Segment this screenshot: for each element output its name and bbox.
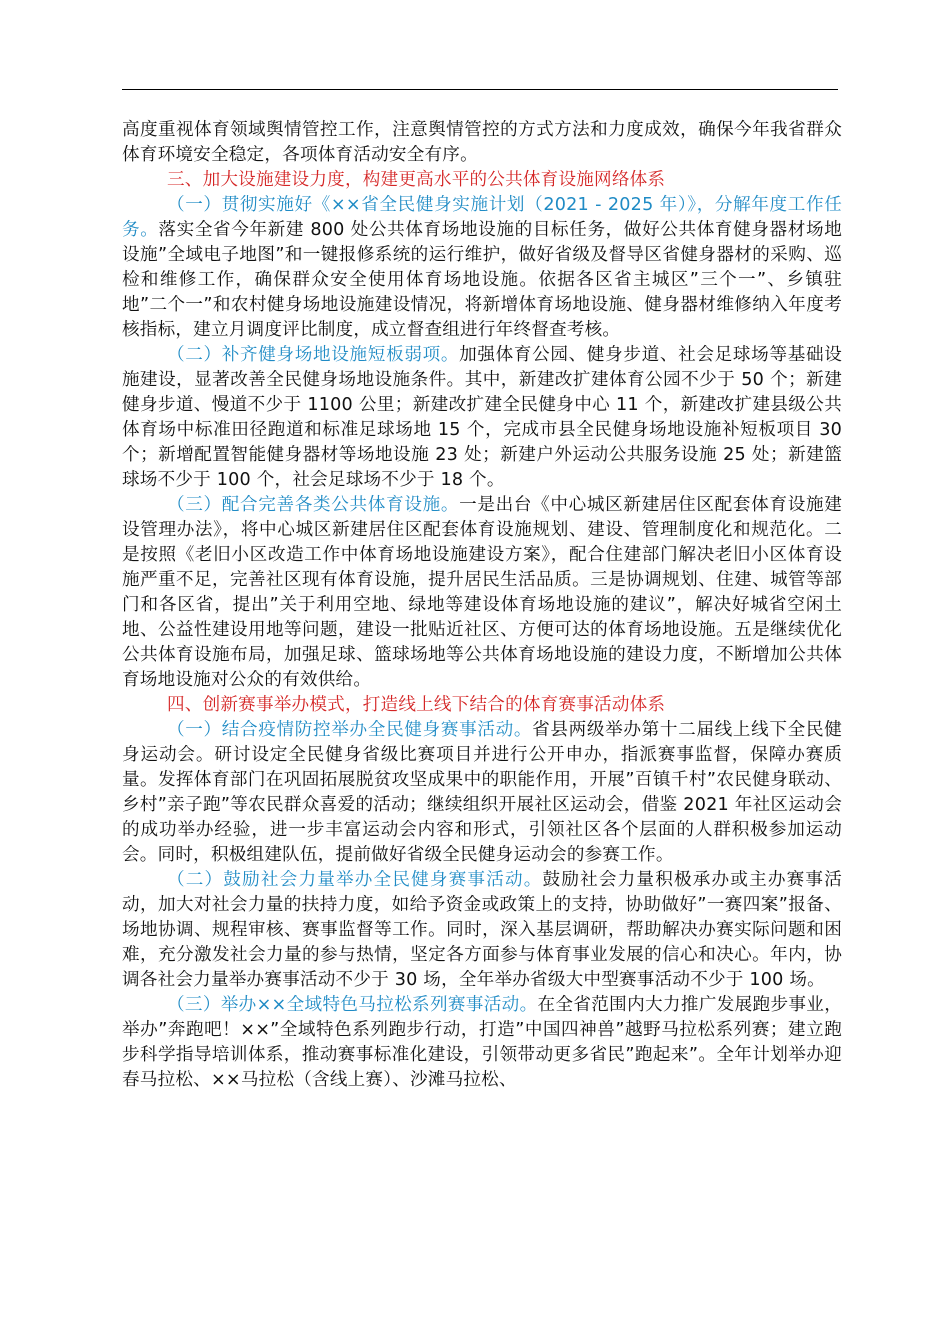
subheading-3-2: （二）补齐健身场地设施短板弱项。 bbox=[167, 345, 460, 365]
header-rule bbox=[122, 89, 838, 90]
body-4-2: 鼓励社会力量积极承办或主办赛事活动，加大对社会力量的扶持力度，如给予资金或政策上的支持，协助做好”一赛四案”报备、场地协调、规程审核、赛事监督等工作。同时，深入基层调研，帮助解决办赛实际问题和困难，充分激发社会力量的参与热情，坚定各方面参与体育事业发展的信心和决心。年内，协调各社会力量举办赛事活动不少于 30 场，全年举办省级大中型赛事活动不少于 100 场。 bbox=[122, 870, 842, 990]
subheading-4-2: （二）鼓励社会力量举办全民健身赛事活动。 bbox=[167, 870, 543, 890]
body-4-1: 省县两级举办第十二届线上线下全民健身运动会。研讨设定全民健身省级比赛项目并进行公开申办，指派赛事监督，保障办赛质量。发挥体育部门在巩固拓展脱贫攻坚成果中的职能作用，开展”百镇千村”农民健身联动、乡村”亲子跑”等农民群众喜爱的活动；继续组织开展社区运动会，借鉴 2021 年社区运动会的成功举办经验，进一步丰富运动会内容和形式，引领社区各个层面的人群积极参加运动会。同时，积极组建队伍，提前做好省级全民健身运动会的参赛工作。 bbox=[122, 720, 842, 865]
paragraph-4-3 bbox=[122, 993, 842, 1093]
document-body bbox=[122, 118, 842, 1093]
body-3-3: 一是出台《中心城区新建居住区配套体育设施建设管理办法》，将中心城区新建居住区配套体育设施规划、建设、管理制度化和规范化。二是按照《老旧小区改造工作中体育场地设施建设方案》，配合住建部门解决老旧小区体育设施严重不足，完善社区现有体育设施，提升居民生活品质。三是协调规划、住建、城管等部门和各区省，提出”关于利用空地、绿地等建设体育场地设施的建议”，解决好城省空闲土地、公益性建设用地等问题，建设一批贴近社区、方便可达的体育场地设施。五是继续优化公共体育设施布局，加强足球、篮球场地等公共体育场地设施的建设力度，不断增加公共体育场地设施对公众的有效供给。 bbox=[122, 495, 843, 690]
subheading-4-1: （一）结合疫情防控举办全民健身赛事活动。 bbox=[167, 720, 533, 740]
body-3-2: 加强体育公园、健身步道、社会足球场等基础设施建设，显著改善全民健身场地设施条件。其中，新建改扩建体育公园不少于 50 个；新建健身步道、慢道不少于 1100 公里；新建改扩建全民健身中心 11 个，新建改扩建县级公共体育场中标准田径跑道和标准足球场地 15 个，完成市县全民健身场地设施补短板项目 30 个；新增配置智能健身器材等场地设施 23 处；新建户外运动公共服务设施 25 处；新建篮球场不少于 100 个，社会足球场不少于 18 个。 bbox=[122, 345, 843, 490]
subheading-3-3: （三）配合完善各类公共体育设施。 bbox=[167, 495, 460, 515]
paragraph-3-2 bbox=[122, 343, 842, 493]
paragraph-3-3 bbox=[122, 493, 842, 693]
paragraph-4-1 bbox=[122, 718, 842, 868]
body-3-1: 落实全省今年新建 800 处公共体育场地设施的目标任务，做好公共体育健身器材场地设施”全域电子地图”和一键报修系统的运行维护，做好省级及督导区省健身器材的采购、巡检和维修工作，确保群众安全使用体育场地设施。依据各区省主城区”三个一”、乡镇驻地”二个一”和农村健身场地设施建设情况，将新增体育场地设施、健身器材维修纳入年度考核指标，建立月调度评比制度，成立督查组进行年终督查考核。 bbox=[122, 220, 842, 340]
subheading-3-1: （一）贯彻实施好《××省全民健身实施计划（2021 - 2025 年）》，分解年度工作任务。 bbox=[122, 195, 842, 240]
body-4-3: 在全省范围内大力推广发展跑步事业，举办”奔跑吧！××”全域特色系列跑步行动，打造”中国四神兽”越野马拉松系列赛；建立跑步科学指导培训体系，推动赛事标准化建设，引领带动更多省民”跑起来”。全年计划举办迎春马拉松、××马拉松（含线上赛）、沙滩马拉松、 bbox=[122, 995, 842, 1090]
paragraph-intro: 高度重视体育领域舆情管控工作，注意舆情管控的方式方法和力度成效，确保今年我省群众体育环境安全稳定，各项体育活动安全有序。 bbox=[122, 120, 842, 165]
section-heading-3: 三、加大设施建设力度，构建更高水平的公共体育设施网络体系 bbox=[167, 170, 666, 190]
subheading-4-3: （三）举办××全域特色马拉松系列赛事活动。 bbox=[167, 995, 538, 1015]
section-heading-4: 四、创新赛事举办模式，打造线上线下结合的体育赛事活动体系 bbox=[167, 695, 666, 715]
paragraph-4-2 bbox=[122, 868, 842, 993]
paragraph-3-1 bbox=[122, 193, 842, 343]
